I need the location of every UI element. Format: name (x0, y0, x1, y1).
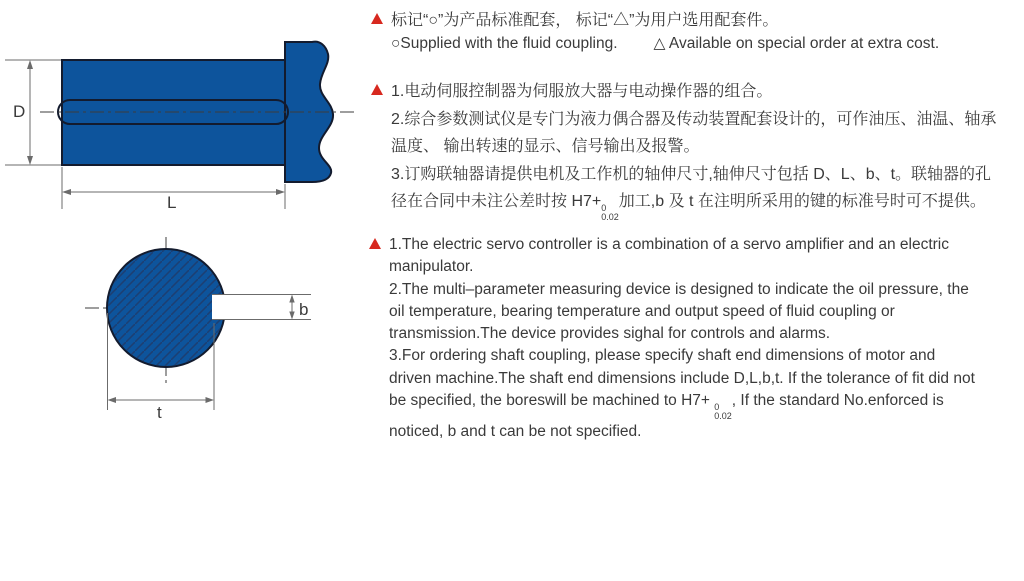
section-hatching (108, 250, 224, 366)
shaft-cross-section-view (85, 237, 311, 422)
arrowhead (27, 156, 33, 165)
legend-available-text: △ Available on special order at extra cost. (653, 35, 940, 52)
note-line: manipulator. (389, 258, 474, 276)
keyway-notch (212, 295, 311, 320)
note-text: be specified, the boreswill be machined to H7+ (389, 392, 715, 410)
note-line: transmission.The device provides sighal for controls and alarms. (389, 325, 831, 343)
arrowhead (108, 397, 117, 403)
shaft-side-view (5, 42, 357, 212)
note-line: 1.电动伺服控制器为伺服放大器与电动操作器的组合。 (391, 83, 773, 100)
tolerance-sub: 0.02 (601, 212, 619, 222)
tolerance-stack (601, 204, 619, 222)
note-line: 1.The electric servo controller is a combination of a servo amplifier and an electric (389, 236, 949, 253)
arrowhead (206, 397, 215, 403)
note-line (389, 390, 975, 421)
legend-supplied-text: ○Supplied with the fluid coupling. (391, 35, 618, 52)
legend-note (371, 9, 939, 55)
note-line: 3.订购联轴器请提供电机及工作机的轴伸尺寸,轴伸尺寸包括 D、L、b、t。联轴器的孔 (391, 165, 992, 183)
note-line: 2.The multi–parameter measuring device is designed to indicate the oil pressure, the (389, 280, 969, 298)
legend-line-en (391, 32, 939, 55)
tolerance-stack (714, 403, 732, 421)
note-text: 加工,b 及 t 在注明所采用的键的标准号时可不提供。 (618, 193, 986, 210)
note-text: , If the standard No.enforced is (731, 392, 944, 410)
tolerance-sup: 0 (714, 402, 720, 413)
english-notes (369, 234, 975, 443)
note-line (391, 188, 996, 222)
red-triangle-icon (369, 238, 381, 249)
chinese-notes (371, 78, 996, 222)
note-line: 3.For ordering shaft coupling, please specify shaft end dimensions of motor and (389, 347, 936, 365)
dimension-label-b: b (299, 300, 309, 319)
shaft-dimension-drawings (0, 0, 370, 460)
note-line: 2.综合参数测试仪是专门为液力偶合器及传动装置配套设计的，可作油压、油温、轴承 (391, 110, 997, 128)
arrowhead (62, 189, 71, 195)
tolerance-sup: 0 (601, 203, 607, 213)
note-text: 径在合同中未注公差时按 H7+ (391, 193, 602, 210)
note-line: noticed, b and t can be not specified. (389, 423, 642, 441)
dimension-label-l: L (167, 193, 177, 212)
legend-line-zh: 标记“○”为产品标准配套， 标记“△”为用户选用配套件。 (391, 12, 779, 29)
note-line: oil temperature, bearing temperature and output speed of fluid coupling or (389, 302, 895, 320)
note-line: driven machine.The shaft end dimensions include D,L,b,t. If the tolerance of fit did not (389, 369, 975, 387)
arrowhead (27, 60, 33, 69)
dimension-label-d: D (13, 102, 26, 121)
note-line: 温度、 输出转速的显示、信号输出及报警。 (391, 138, 700, 155)
dimension-label-t: t (157, 403, 162, 422)
red-triangle-icon (371, 84, 383, 95)
tolerance-sub: 0.02 (714, 411, 732, 422)
red-triangle-icon (371, 13, 383, 24)
arrowhead (276, 189, 285, 195)
